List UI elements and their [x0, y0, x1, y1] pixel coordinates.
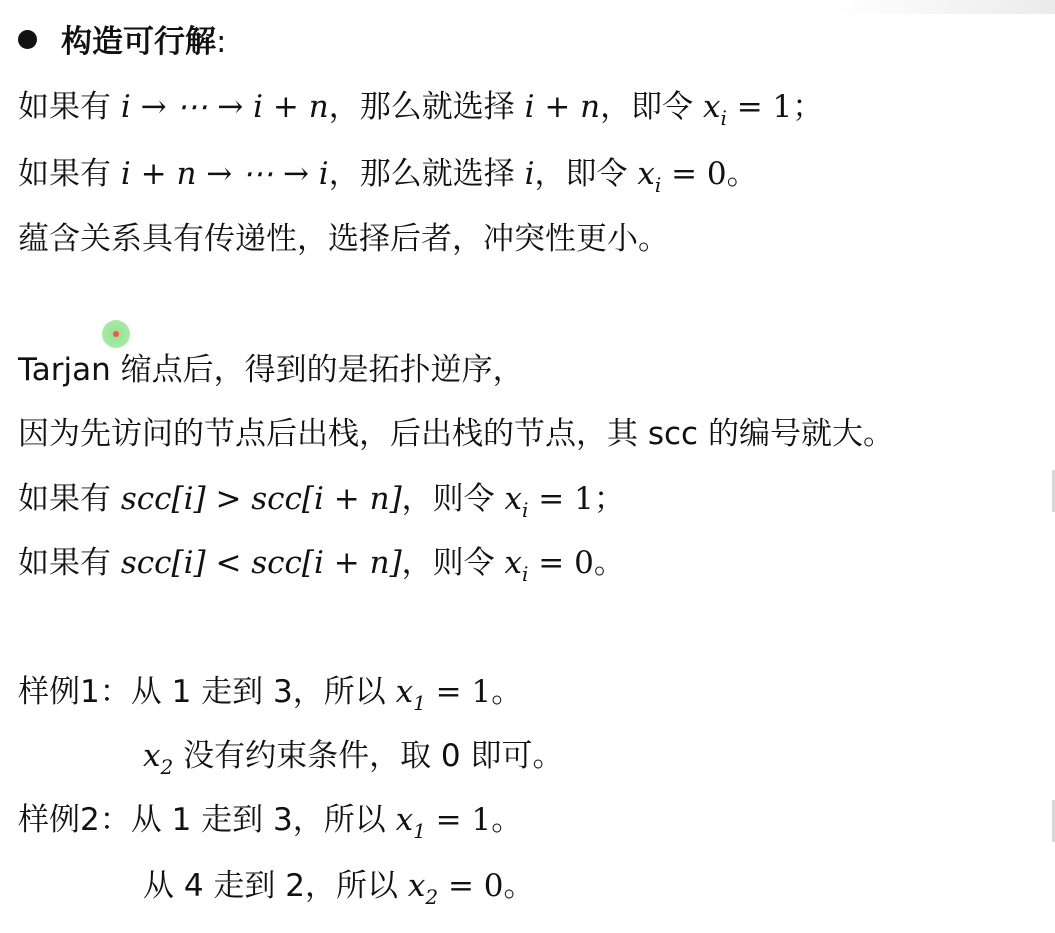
- section-heading: [18, 22, 226, 62]
- text-segment: 如果有: [18, 89, 121, 125]
- math-expression: i: [524, 156, 535, 192]
- scc-order-note: 因为先访问的节点后出栈，后出栈的节点，其 scc 的编号就大。: [18, 416, 894, 452]
- text-segment: ，那么就选择: [328, 156, 525, 192]
- math-variable: x: [143, 738, 161, 774]
- math-subscript: i: [522, 498, 529, 522]
- text-segment: 如果有: [18, 156, 121, 192]
- math-variable: x: [637, 156, 655, 192]
- math-equation: = 1: [425, 802, 492, 838]
- text-segment: ，则令: [401, 481, 505, 517]
- text-segment: 没有约束条件，取 0 即可。: [173, 738, 564, 774]
- text-segment: 。: [491, 802, 523, 838]
- math-expression: scc[i] < scc[i + n]: [120, 545, 402, 581]
- math-equation: = 0: [661, 156, 727, 192]
- math-expression: scc[i] > scc[i + n]: [120, 481, 402, 517]
- math-equation: = 0: [528, 545, 594, 581]
- scc-rule-line-2: [18, 543, 625, 594]
- text-segment: ，即令: [600, 89, 703, 125]
- text-segment: 如果有: [18, 545, 121, 581]
- example-2-line-2: [143, 866, 535, 917]
- text-segment: ，即令: [534, 156, 638, 192]
- math-equation: = 0: [438, 868, 504, 904]
- text-segment: ；: [593, 481, 625, 517]
- math-subscript: i: [522, 562, 529, 586]
- math-subscript: 1: [413, 819, 426, 843]
- example-1-line-1: [18, 672, 522, 723]
- math-variable: x: [407, 868, 426, 904]
- math-equation: = 1: [528, 481, 594, 517]
- text-segment: 。: [491, 674, 523, 710]
- math-variable: x: [395, 674, 414, 710]
- text-segment: 样例1：从 1 走到 3，所以: [18, 674, 396, 710]
- text-segment: 。: [593, 545, 625, 581]
- example-2-line-1: [18, 800, 522, 851]
- math-expression: i → ⋯ → i + n: [120, 89, 329, 125]
- example-1-line-2: [143, 736, 564, 787]
- math-variable: x: [504, 481, 523, 517]
- faded-toolbar-remnant: [835, 0, 1055, 14]
- heading-colon: :: [216, 24, 227, 60]
- math-expression: i + n → ⋯ → i: [120, 156, 329, 192]
- math-subscript: 1: [413, 691, 426, 715]
- text-segment: ，则令: [401, 545, 505, 581]
- text-segment: 。: [726, 156, 758, 192]
- math-variable: x: [702, 89, 721, 125]
- math-subscript: 2: [160, 755, 174, 779]
- scc-rule-line-1: [18, 479, 625, 530]
- rule-line-1: [18, 87, 823, 138]
- math-subscript: i: [654, 173, 662, 197]
- math-variable: x: [395, 802, 414, 838]
- text-segment: 如果有: [18, 481, 121, 517]
- math-equation: = 1: [425, 674, 492, 710]
- math-subscript: i: [720, 106, 727, 130]
- math-expression: i + n: [524, 89, 601, 125]
- text-segment: 样例2：从 1 走到 3，所以: [18, 802, 396, 838]
- text-segment: ；: [792, 89, 824, 125]
- math-subscript: 2: [425, 885, 439, 909]
- text-segment: 从 4 走到 2，所以: [143, 868, 408, 904]
- tarjan-note: Tarjan 缩点后，得到的是拓扑逆序，: [18, 352, 524, 388]
- math-variable: x: [504, 545, 523, 581]
- cursor-pointer-icon: [102, 320, 130, 348]
- text-segment: 。: [503, 868, 535, 904]
- rule-line-2: [18, 154, 758, 205]
- heading-text: 构造可行解: [61, 24, 216, 60]
- bullet-icon: [18, 30, 37, 49]
- transitivity-note: 蕴含关系具有传递性，选择后者，冲突性更小。: [18, 221, 669, 257]
- math-equation: = 1: [726, 89, 793, 125]
- text-segment: ，那么就选择: [328, 89, 525, 125]
